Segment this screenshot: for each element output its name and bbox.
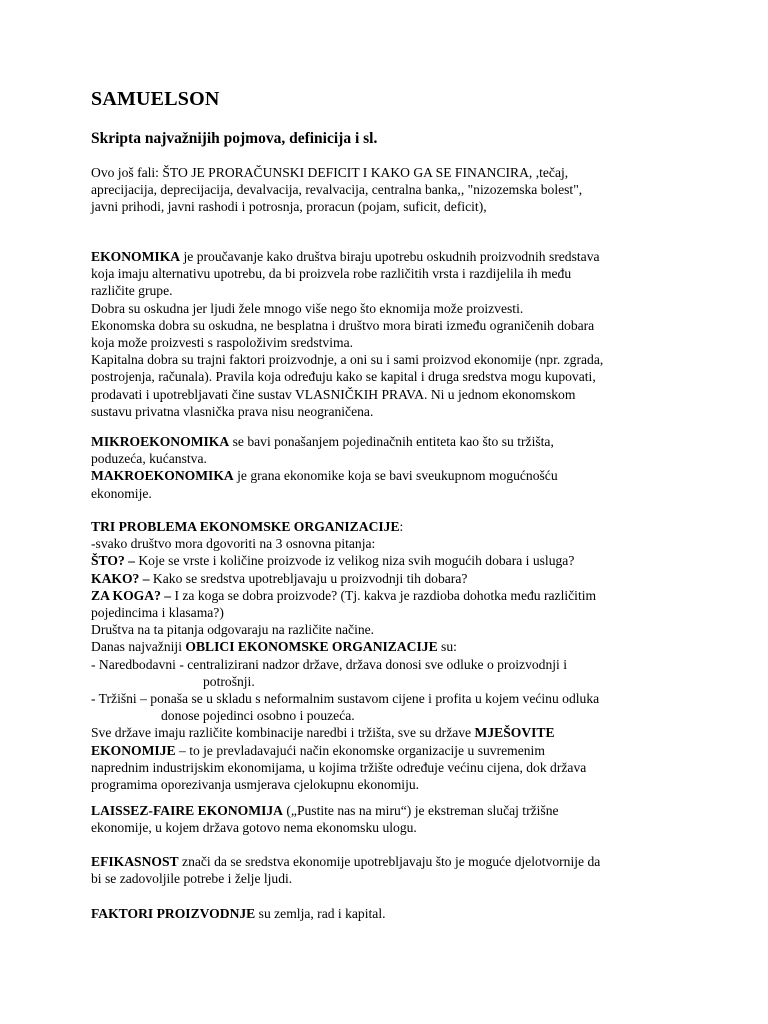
ekonomika-line: Ekonomska dobra su oskudna, ne besplatna i društvo mora birati između ograničenih dobara	[91, 317, 595, 333]
laissez-faire-term: LAISSEZ-FAIRE EKONOMIJA	[91, 803, 283, 818]
heading-colon: :	[399, 519, 404, 534]
laissez-faire-line: ekonomije, u kojem država gotovo nema ekonomsku ulogu.	[91, 820, 417, 836]
mjesovite-text: – to je prevladavajući način ekonomske organizacije u suvremenim	[175, 742, 545, 758]
question-continuation: pojedincima i klasama?)	[91, 605, 224, 621]
question-text: I za koga se dobra proizvode? (Tj. kakva je razdioba dohotka među različitim	[171, 587, 597, 603]
ekonomika-term: EKONOMIKA	[91, 249, 181, 264]
question-label: ZA KOGA? –	[91, 587, 172, 603]
naredbodavni-line: - Naredbodavni - centralizirani nadzor države, država donosi sve odluke o proizvodnji i	[91, 656, 567, 672]
question-label: KAKO? –	[91, 570, 150, 586]
intro-line: Ovo još fali: ŠTO JE PRORAČUNSKI DEFICIT I KAKO GA SE FINANCIRA, ,tečaj,	[91, 165, 569, 180]
drustva-line: Društva na ta pitanja odgovaraju na različite načine.	[91, 622, 375, 638]
ekonomika-line: koja može proizvesti s raspoloživim sredstvima.	[91, 335, 353, 351]
question-text: Koje se vrste i količine proizvode iz velikog niza svih mogućih dobara i usluga?	[134, 553, 575, 569]
efikasnost-section	[91, 853, 691, 887]
mjesovite-term: MJEŠOVITE	[474, 725, 555, 741]
page-title: SAMUELSON	[91, 88, 220, 110]
tri-problema-section	[91, 518, 691, 793]
question-text: Kako se sredstva upotrebljavaju u proizvodnji tih dobara?	[149, 570, 468, 586]
ekonomika-line: različite grupe.	[91, 283, 173, 299]
mikroekonomika-line: poduzeća, kućanstva.	[91, 451, 207, 467]
laissez-faire-section	[91, 802, 691, 836]
mjesovite-line: naprednim industrijskim ekonomijama, u kojima tržište određuje većinu cijena, dok država	[91, 759, 587, 775]
ekonomika-section	[91, 248, 691, 420]
mikro-makro-section	[91, 433, 691, 502]
tri-problema-intro: -svako društvo mora dgovoriti na 3 osnovna pitanja:	[91, 536, 376, 552]
laissez-faire-text: („Pustite nas na miru“) je ekstreman slučaj tržišne	[282, 803, 559, 818]
efikasnost-text: znači da se sredstva ekonomije upotrebljavaju što je moguće djelotvornije da	[178, 854, 601, 869]
efikasnost-term: EFIKASNOST	[91, 854, 179, 869]
ekonomika-line: Dobra su oskudna jer ljudi žele mnogo više nego što eknomija može proizvesti.	[91, 300, 524, 316]
ekonomika-line: prodavati i upotrebljavati čine sustav VLASNIČKIH PRAVA. Ni u jednom ekonomskom	[91, 386, 576, 402]
efikasnost-line: bi se zadovoljile potrebe i želje ljudi.	[91, 871, 293, 887]
intro-line: javni prihodi, javni rashodi i potrosnja, proracun (pojam, suficit, deficit),	[91, 199, 487, 215]
trzisni-line: - Tržišni – ponaša se u skladu s neformalnim sustavom cijene i profita u kojem većinu odluka	[91, 691, 600, 707]
ekonomika-line: Kapitalna dobra su trajni faktori proizvodnje, a oni su i sami proizvod ekonomije (npr. zgrada,	[91, 352, 604, 368]
faktori-term: FAKTORI PROIZVODNJE	[91, 906, 256, 921]
naredbodavni-continuation: potrošnji.	[203, 673, 255, 689]
ekonomije-term: EKONOMIJE	[91, 742, 176, 758]
intro-paragraph	[91, 164, 691, 216]
mjesovite-line: programima oporezivanja usmjerava cjelokupnu ekonomiju.	[91, 777, 420, 793]
makroekonomika-term: MAKROEKONOMIKA	[91, 468, 234, 484]
oblici-term: OBLICI EKONOMSKE ORGANIZACIJE	[185, 639, 438, 655]
ekonomika-line: sustavu privatna vlasnička prava nisu neograničena.	[91, 403, 374, 419]
faktori-section	[91, 905, 691, 922]
oblici-pre: Danas najvažniji	[91, 639, 186, 655]
oblici-post: su:	[437, 639, 457, 655]
ekonomika-text: je proučavanje kako društva biraju upotrebu oskudnih proizvodnih sredstava	[180, 249, 600, 264]
ekonomika-line: postrojenja, računala). Pravila koja određuju kako se kapital i druga sredstva mogu kupovati,	[91, 369, 596, 385]
mikroekonomika-term: MIKROEKONOMIKA	[91, 434, 230, 449]
page-subtitle: Skripta najvažnijih pojmova, definicija i sl.	[91, 130, 378, 147]
makroekonomika-text: je grana ekonomike koja se bavi sveukupnom mogućnošću	[233, 468, 558, 484]
trzisni-continuation: donose pojedinci osobno i pouzeća.	[161, 708, 355, 724]
mjesovite-pre: Sve države imaju različite kombinacije naredbi i tržišta, sve su države	[91, 725, 475, 741]
makroekonomika-line: ekonomije.	[91, 485, 152, 501]
mikroekonomika-text: se bavi ponašanjem pojedinačnih entiteta kao što su tržišta,	[229, 434, 554, 449]
faktori-text: su zemlja, rad i kapital.	[255, 906, 386, 921]
question-label: ŠTO? –	[91, 553, 135, 569]
tri-problema-heading: TRI PROBLEMA EKONOMSKE ORGANIZACIJE	[91, 519, 400, 534]
intro-line: aprecijacija, deprecijacija, devalvacija, revalvacija, centralna banka,, "nizozemska bolest",	[91, 182, 583, 198]
ekonomika-line: koja imaju alternativu upotrebu, da bi proizvela robe različitih vrsta i razdijelila ih među	[91, 266, 572, 282]
